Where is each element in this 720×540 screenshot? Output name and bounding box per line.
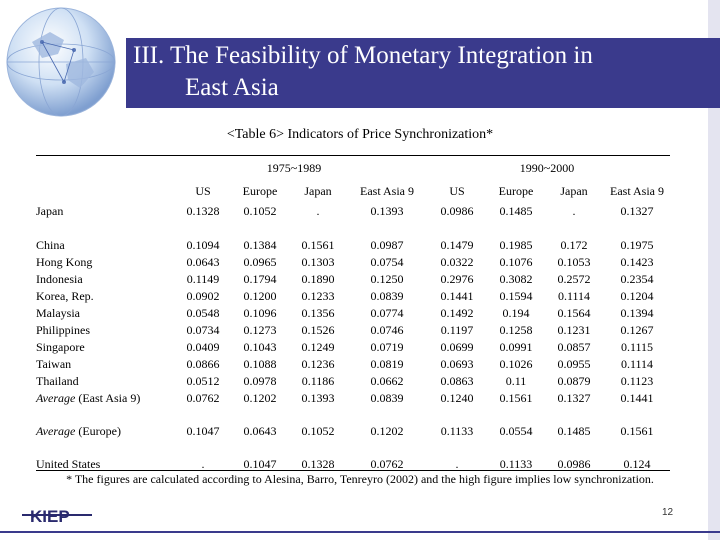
table-cell: 0.0819 <box>370 357 404 371</box>
table-cell: 0.1053 <box>557 255 591 269</box>
row-label-prefix: Average <box>36 424 76 438</box>
title-line-2: East Asia <box>185 74 279 101</box>
table-cell: 0.1561 <box>620 424 654 438</box>
table-cell: 0.1094 <box>186 238 220 252</box>
table-cell: 0.0322 <box>440 255 474 269</box>
row-label <box>36 238 65 253</box>
table-cell: 0.194 <box>502 306 530 320</box>
title-bar <box>126 38 720 108</box>
table-cell: 0.124 <box>623 457 651 471</box>
row-label-text: Malaysia <box>36 306 80 320</box>
logo-text: KIEP <box>30 507 70 526</box>
row-label-prefix: Average <box>36 391 76 405</box>
page-number: 12 <box>662 507 674 518</box>
table-cell: 0.1258 <box>499 323 533 337</box>
table-cell: 0.2354 <box>620 272 654 286</box>
row-label-text: (East Asia 9) <box>78 391 141 405</box>
table-cell: 0.0662 <box>370 374 404 388</box>
table-cell: 0.0643 <box>243 424 277 438</box>
table-cell: 0.0548 <box>186 306 220 320</box>
table-cell: 0.1114 <box>620 357 654 371</box>
table-cell: 0.0866 <box>186 357 220 371</box>
period-header: 1975~1989 <box>266 161 322 175</box>
table-cell: 0.1526 <box>301 323 335 337</box>
table-cell: 0.1890 <box>301 272 335 286</box>
row-label-text: Korea, Rep. <box>36 289 94 303</box>
row-label <box>36 391 140 406</box>
table-cell: 0.0987 <box>370 238 404 252</box>
row-label <box>36 289 94 304</box>
table-cell: 0.1026 <box>499 357 533 371</box>
row-label-text: Japan <box>36 204 64 218</box>
table-cell: 0.1328 <box>301 457 335 471</box>
column-header: US <box>449 184 465 198</box>
table-cell: 0.1052 <box>243 204 277 218</box>
table-cell: 0.0554 <box>499 424 533 438</box>
column-header: Japan <box>304 184 332 198</box>
table-cell: 0.1133 <box>499 457 533 471</box>
title-line-1: III. The Feasibility of Monetary Integration in <box>133 42 593 69</box>
table-cell: 0.172 <box>560 238 588 252</box>
row-label-text: Indonesia <box>36 272 83 286</box>
table-cell: 0.1328 <box>186 204 220 218</box>
table-cell: 0.2976 <box>440 272 474 286</box>
row-label-text: United States <box>36 457 101 471</box>
table-cell: . <box>572 204 576 218</box>
row-label <box>36 340 85 355</box>
column-header: Europe <box>498 184 534 198</box>
table-cell: 0.0857 <box>557 340 591 354</box>
table-cell: 0.1233 <box>301 289 335 303</box>
column-header: Japan <box>560 184 588 198</box>
table-cell: 0.0699 <box>440 340 474 354</box>
row-label-text: Hong Kong <box>36 255 93 269</box>
table-cell: 0.1985 <box>499 238 533 252</box>
table-cell: 0.0754 <box>370 255 404 269</box>
table-cell: 0.1561 <box>301 238 335 252</box>
table-cell: 0.1096 <box>243 306 277 320</box>
table-cell: 0.1393 <box>301 391 335 405</box>
table-caption: <Table 6> Indicators of Price Synchronization* <box>226 127 494 142</box>
table-cell: 0.0643 <box>186 255 220 269</box>
table-cell: 0.1485 <box>557 424 591 438</box>
table-cell: 0.1594 <box>499 289 533 303</box>
table-cell: . <box>201 457 205 471</box>
table-cell: 0.0955 <box>557 357 591 371</box>
column-header: Europe <box>242 184 278 198</box>
table-cell: 0.0409 <box>186 340 220 354</box>
table-cell: 0.0762 <box>186 391 220 405</box>
table-cell: 0.0879 <box>557 374 591 388</box>
table-cell: 0.0839 <box>370 289 404 303</box>
table-cell: 0.1197 <box>440 323 474 337</box>
table-cell: 0.0986 <box>557 457 591 471</box>
row-label-text: Taiwan <box>36 357 72 371</box>
footnote: * The figures are calculated according to Alesina, Barro, Tenreyro (2002) and the high figure implies low synchronization. <box>66 472 654 486</box>
table-cell: 0.1273 <box>243 323 277 337</box>
table-cell: 0.1423 <box>620 255 654 269</box>
table-cell: 0.0902 <box>186 289 220 303</box>
table-cell: 0.1564 <box>557 306 591 320</box>
row-label-text: (Europe) <box>78 424 121 438</box>
table-cell: 0.0512 <box>186 374 220 388</box>
table-cell: 0.0863 <box>440 374 474 388</box>
table-cell: 0.0965 <box>243 255 277 269</box>
row-label <box>36 255 92 270</box>
footer-line <box>0 531 720 533</box>
row-label <box>36 374 79 389</box>
table-cell: 0.1186 <box>301 374 335 388</box>
table-cell: 0.1204 <box>620 289 654 303</box>
table-cell: 0.1441 <box>620 391 654 405</box>
row-label <box>36 272 83 287</box>
table-cell: 0.1249 <box>301 340 335 354</box>
row-label-text: China <box>36 238 65 252</box>
table-cell: 0.0978 <box>243 374 277 388</box>
table-cell: 0.1047 <box>186 424 220 438</box>
table-cell: 0.1975 <box>620 238 654 252</box>
table-cell: 0.1492 <box>440 306 474 320</box>
table-cell: 0.1149 <box>186 272 220 286</box>
table-cell: 0.3082 <box>499 272 533 286</box>
table-cell: 0.0762 <box>370 457 404 471</box>
row-label <box>36 204 63 219</box>
slide-title <box>133 40 593 104</box>
column-header: East Asia 9 <box>360 184 414 198</box>
table-cell: 0.1356 <box>301 306 335 320</box>
table-top-rule <box>36 155 670 156</box>
table-cell: 0.1303 <box>301 255 335 269</box>
table-cell: 0.1202 <box>370 424 404 438</box>
row-label <box>36 457 100 472</box>
table-cell: 0.0746 <box>370 323 404 337</box>
table-cell: 0.0693 <box>440 357 474 371</box>
table-cell: 0.1441 <box>440 289 474 303</box>
table-cell: 0.1231 <box>557 323 591 337</box>
table-cell: 0.1394 <box>620 306 654 320</box>
table-cell: 0.1202 <box>243 391 277 405</box>
table-cell: 0.1794 <box>243 272 277 286</box>
row-label <box>36 323 90 338</box>
table-cell: 0.1240 <box>440 391 474 405</box>
table-cell: 0.0734 <box>186 323 220 337</box>
table-cell: 0.1267 <box>620 323 654 337</box>
table-cell: 0.1052 <box>301 424 335 438</box>
table-cell: . <box>316 204 320 218</box>
table-cell: 0.1327 <box>620 204 654 218</box>
table-cell: 0.1200 <box>243 289 277 303</box>
globe-icon <box>2 2 120 120</box>
table-cell: 0.1384 <box>243 238 277 252</box>
table-cell: 0.1561 <box>499 391 533 405</box>
table-cell: 0.1115 <box>620 340 654 354</box>
row-label-text: Thailand <box>36 374 79 388</box>
table-cell: 0.0719 <box>370 340 404 354</box>
column-header: US <box>195 184 211 198</box>
row-label-text: Singapore <box>36 340 85 354</box>
column-header: East Asia 9 <box>610 184 664 198</box>
row-label <box>36 306 80 321</box>
table-cell: 0.0839 <box>370 391 404 405</box>
table-cell: 0.0991 <box>499 340 533 354</box>
row-label <box>36 357 71 372</box>
table-cell: 0.1088 <box>243 357 277 371</box>
table-cell: 0.1076 <box>499 255 533 269</box>
table-cell: 0.2572 <box>557 272 591 286</box>
period-header: 1990~2000 <box>519 161 575 175</box>
table-cell: 0.1043 <box>243 340 277 354</box>
table-cell: 0.1047 <box>243 457 277 471</box>
table-cell: 0.1327 <box>557 391 591 405</box>
table-cell: 0.1133 <box>440 424 474 438</box>
table-cell: 0.1236 <box>301 357 335 371</box>
row-label-text: Philippines <box>36 323 91 337</box>
table-cell: 0.1479 <box>440 238 474 252</box>
table-cell: 0.1123 <box>620 374 654 388</box>
table-cell: 0.1114 <box>557 289 591 303</box>
table-cell: 0.1393 <box>370 204 404 218</box>
table-cell: 0.0774 <box>370 306 404 320</box>
table-cell: 0.11 <box>505 374 527 388</box>
table-cell: 0.0986 <box>440 204 474 218</box>
table-cell: . <box>455 457 459 471</box>
row-label <box>36 424 121 439</box>
table-cell: 0.1250 <box>370 272 404 286</box>
kiep-logo <box>22 502 92 528</box>
table-cell: 0.1485 <box>499 204 533 218</box>
